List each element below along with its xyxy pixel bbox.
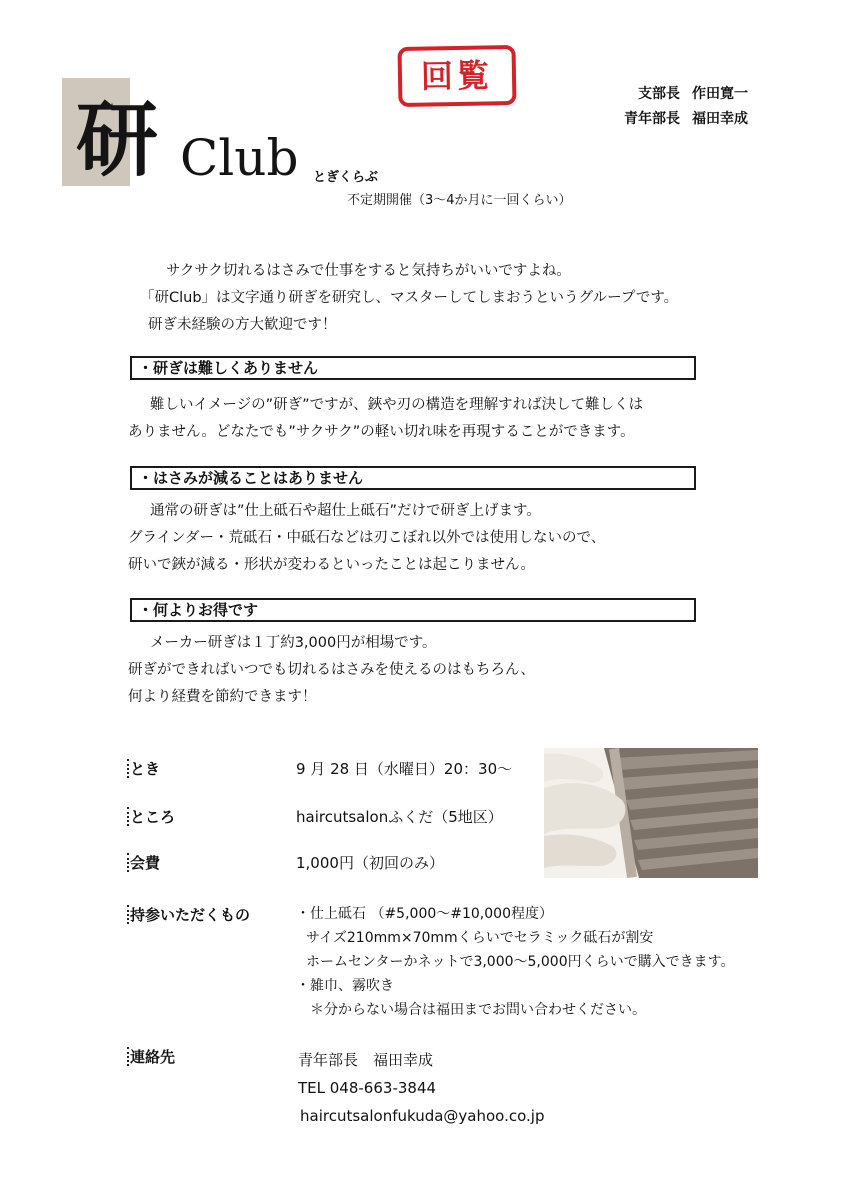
sharpening-stone-icon (544, 748, 758, 878)
logo-club: Club (180, 129, 299, 187)
officer-row (600, 107, 800, 132)
bring-line: ・仕上砥石 （#5,000〜#10,000程度） (296, 906, 553, 922)
officers-block (600, 82, 800, 132)
officer-title: 青年部長 (624, 111, 680, 127)
value-when: 9 月 28 日（水曜日）20：30〜 (296, 760, 513, 778)
section-line: 難しいイメージの”研ぎ”ですが、鋏や刃の構造を理解すれば決して難しくは (150, 397, 644, 413)
section-body (128, 498, 728, 579)
label-where: ところ (130, 808, 176, 826)
contact-name: 青年部長 福田幸成 (298, 1051, 434, 1069)
logo-reading: とぎくらぶ (313, 170, 379, 185)
officer-name: 作田寛一 (692, 86, 748, 102)
label-bring: 持参いただくもの (130, 906, 251, 924)
value-where: haircutsalonふくだ（5地区） (296, 808, 503, 826)
officer-row (600, 82, 800, 107)
section-line: ありません。どなたでも”サクサク”の軽い切れ味を再現することができます。 (128, 424, 635, 440)
logo-kanji: 研 (76, 92, 159, 188)
bring-line: ＊分からない場合は福田までお問い合わせください。 (310, 1002, 646, 1018)
section-line: 研ぎができればいつでも切れるはさみを使えるのはもちろん、 (128, 662, 535, 678)
circulation-stamp: 回覧 (397, 45, 516, 107)
label-fee: 会費 (130, 854, 161, 872)
section-line: メーカー研ぎは１丁約3,000円が相場です。 (150, 635, 437, 651)
contact-tel: TEL 048-663-3844 (298, 1079, 437, 1097)
section-line: 通常の研ぎは”仕上砥石や超仕上砥石”だけで研ぎ上げます。 (150, 503, 541, 519)
intro-line: サクサク切れるはさみで仕事をすると気持ちがいいですよね。 (166, 263, 571, 279)
label-contact: 連絡先 (130, 1048, 176, 1066)
intro-line: 研ぎ未経験の方大歓迎です！ (148, 317, 337, 333)
contact-email: haircutsalonfukuda@yahoo.co.jp (300, 1107, 545, 1125)
intro-line: 「研Club」は文字通り研ぎを研究し、マスターしてしまおうというグループです。 (140, 290, 679, 306)
schedule-note: 不定期開催（3〜4か月に一回くらい） (347, 193, 572, 208)
bring-list (296, 902, 734, 1022)
officer-name: 福田幸成 (692, 111, 748, 127)
section-body (128, 392, 728, 446)
label-when: とき (130, 760, 161, 778)
section-heading: ・研ぎは難しくありません (130, 356, 696, 380)
section-heading: ・はさみが減ることはありません (130, 466, 696, 490)
section-line: グラインダー・荒砥石・中砥石などは刃こぼれ以外では使用しないので、 (128, 530, 606, 546)
officer-title: 支部長 (638, 86, 680, 102)
section-body (128, 630, 728, 711)
value-fee: 1,000円（初回のみ） (296, 854, 444, 872)
bring-line: ・雑巾、霧吹き (296, 978, 394, 994)
section-line: 何より経費を節約できます！ (128, 689, 317, 705)
section-line: 研いで鋏が減る・形状が変わるといったことは起こりません。 (128, 557, 535, 573)
section-heading: ・何よりお得です (130, 598, 696, 622)
bring-line: サイズ210mm×70mmくらいでセラミック砥石が割安 (306, 930, 654, 946)
sharpening-stone-photo (544, 748, 758, 878)
intro-text (140, 258, 780, 339)
contact-block (298, 1046, 544, 1130)
bring-line: ホームセンターかネットで3,000〜5,000円くらいで購入できます。 (306, 954, 735, 970)
